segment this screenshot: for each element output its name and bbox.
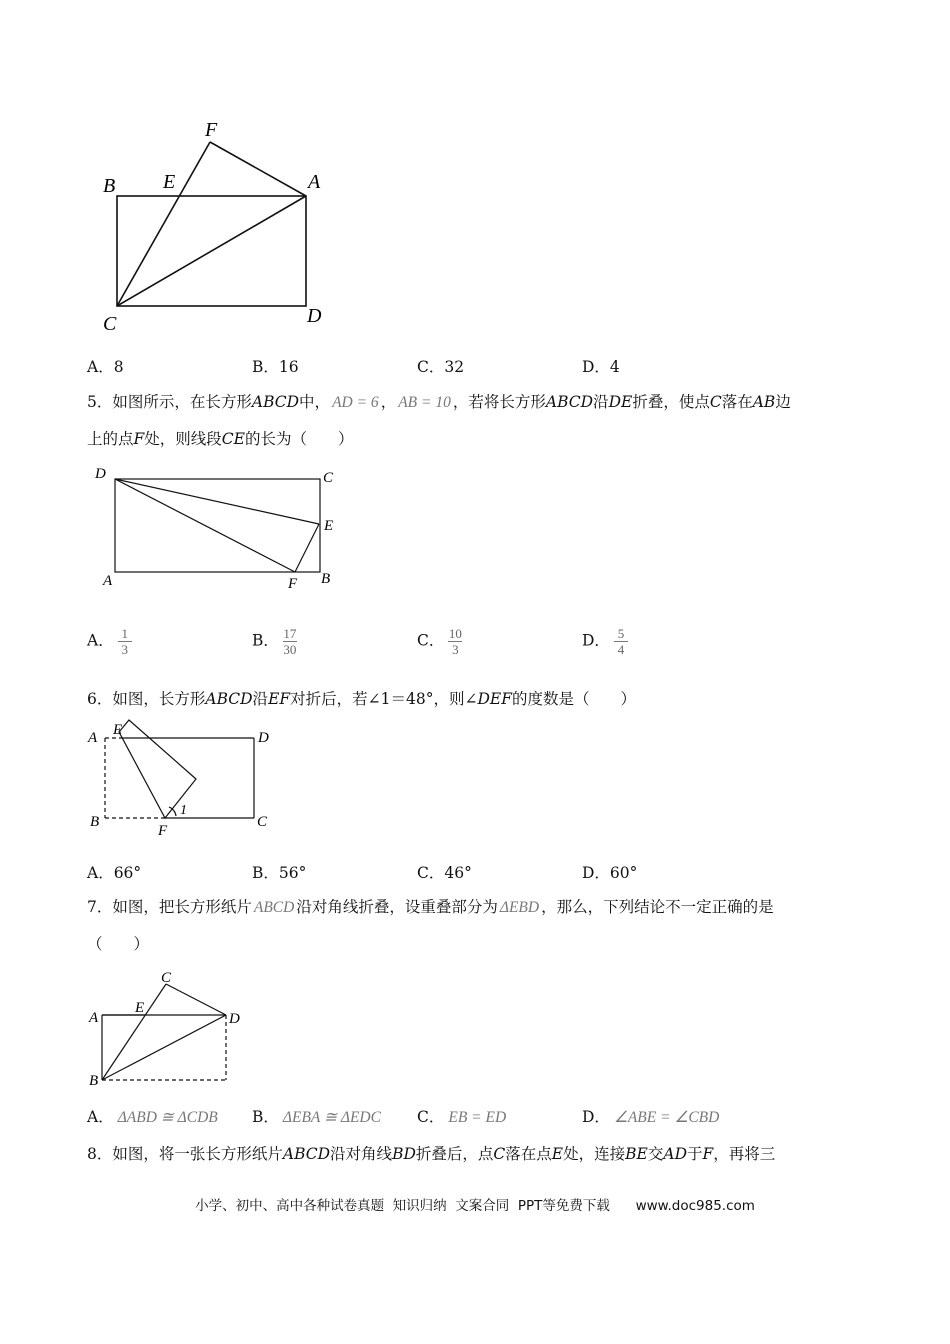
q4-option-d: D．4 [582, 358, 620, 376]
q5-option-c: C． $\frac{10}{3}$ [417, 626, 462, 657]
q6-option-d: D．60° [582, 864, 638, 882]
q4-option-c: C．32 [417, 358, 465, 376]
q7-label-e: E [135, 1000, 145, 1016]
q5-stem-line2: 上的点F处，则线段CE的长为（ ） [87, 430, 354, 448]
q7-label-b: B [89, 1073, 99, 1089]
q5-label-c: C [323, 470, 334, 486]
q4-figure [95, 110, 335, 340]
q6-option-c: C．46° [417, 864, 472, 882]
q6-figure [85, 715, 285, 840]
q5-label-e: E [324, 518, 334, 534]
q7-option-d: D． ∠ABE = ∠CBD [582, 1108, 720, 1126]
q6-label-e: E [113, 722, 123, 738]
q6-label-f: F [158, 823, 168, 839]
q5-label-a: A [103, 573, 113, 589]
q5-stem-line1: 5．如图所示，在长方形ABCD中， AD = 6 ， AB = 10 ，若将长方形ABCD沿DE折叠，使点C落在AB边 [87, 393, 791, 411]
q5-label-d: D [95, 466, 106, 482]
q5-label-f: F [288, 576, 298, 592]
q4-label-c: C [103, 313, 117, 335]
q6-label-angle-1: 1 [180, 803, 187, 818]
q4-label-d: D [307, 305, 322, 327]
q7-option-b: B． ΔEBA ≅ ΔEDC [252, 1108, 381, 1126]
q6-option-b: B．56° [252, 864, 307, 882]
q7-option-a: A． ΔABD ≅ ΔCDB [87, 1108, 218, 1126]
q4-label-f: F [205, 119, 218, 141]
q5-label-b: B [321, 571, 331, 587]
q7-label-a: A [89, 1010, 99, 1026]
q4-option-a: A．8 [87, 358, 124, 376]
q5-figure [90, 460, 350, 595]
page-footer: 小学、初中、高中各种试卷真题 知识归纳 文案合同 PPT等免费下载 www.doc985.com [195, 1198, 755, 1214]
q6-label-c: C [257, 814, 268, 830]
q8-stem: 8．如图，将一张长方形纸片ABCD沿对角线BD折叠后，点C落在点E处，连接BE交AD于F，再将三 [87, 1145, 776, 1163]
q5-option-b: B． $\frac{17}{30}$ [252, 626, 297, 657]
q6-option-a: A．66° [87, 864, 142, 882]
q4-option-b: B．16 [252, 358, 299, 376]
q6-label-b: B [90, 814, 100, 830]
q5-option-a: A． $\frac{1}{3}$ [87, 626, 132, 657]
q5-option-d: D． $\frac{5}{4}$ [582, 626, 628, 657]
q7-label-d: D [229, 1011, 240, 1027]
q7-stem-line1: 7．如图，把长方形纸片 ABCD 沿对角线折叠，设重叠部分为 ΔEBD ，那么，下列结论不一定正确的是 [87, 898, 774, 916]
q7-label-c: C [161, 970, 172, 986]
q4-label-b: B [103, 175, 116, 197]
q7-option-c: C． EB = ED [417, 1108, 507, 1126]
q6-label-a: A [88, 730, 98, 746]
q7-stem-line2: （ ） [87, 935, 150, 953]
q6-label-d: D [258, 730, 269, 746]
q4-label-a: A [308, 171, 321, 193]
q7-figure [85, 965, 255, 1090]
q4-label-e: E [163, 171, 176, 193]
q6-stem: 6．如图，长方形ABCD沿EF对折后，若∠1＝48°，则∠DEF的度数是（ ） [87, 690, 636, 708]
